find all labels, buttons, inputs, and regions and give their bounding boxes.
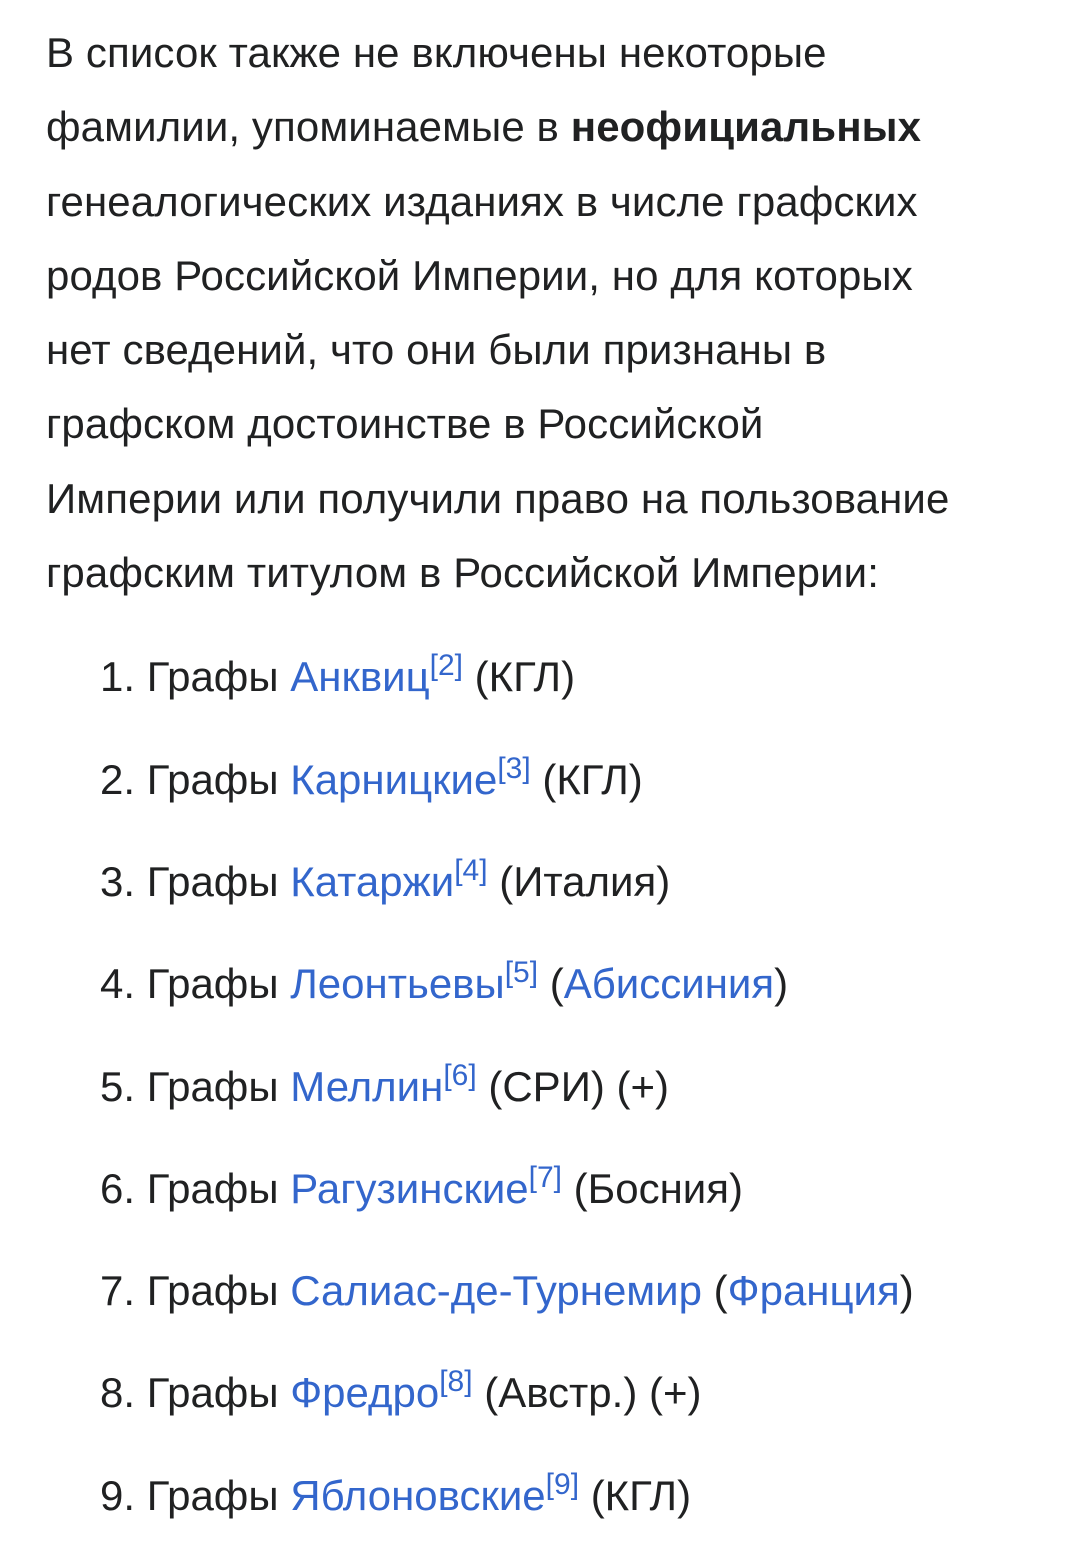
item-prefix: Графы (146, 1471, 279, 1519)
list-item (46, 729, 1046, 831)
item-number: 3. (100, 857, 136, 905)
item-note: (КГЛ) (579, 1471, 692, 1519)
reference-link[interactable]: [9] (545, 1467, 580, 1501)
list-item (46, 1138, 1046, 1240)
list-item (46, 831, 1046, 933)
intro-line: графским титулом в Российской Империи: (46, 549, 880, 597)
intro-line (46, 90, 1046, 164)
reference-link[interactable]: [5] (504, 956, 539, 990)
item-note-close: ) (899, 1267, 914, 1315)
item-prefix: Графы (146, 857, 279, 905)
list-item (46, 1240, 1046, 1342)
intro-line: генеалогических изданиях в числе графских (46, 177, 918, 225)
country-link[interactable]: Абиссиния (563, 960, 775, 1008)
item-prefix: Графы (146, 755, 279, 803)
item-number: 6. (100, 1164, 136, 1212)
intro-line-text: фамилии, упоминаемые в (46, 103, 571, 151)
item-note: ( (538, 960, 564, 1008)
country-link[interactable]: Франция (727, 1267, 900, 1315)
item-note: (Италия) (487, 857, 671, 905)
item-note: (Босния) (562, 1164, 743, 1212)
item-number: 5. (100, 1062, 136, 1110)
list-item (46, 626, 1046, 728)
list-item (46, 933, 1046, 1035)
item-number: 9. (100, 1471, 136, 1519)
intro-line: Империи или получили право на пользование (46, 474, 950, 522)
reference-link[interactable]: [3] (497, 751, 531, 785)
item-number: 8. (100, 1369, 136, 1417)
item-prefix: Графы (146, 1369, 279, 1417)
family-link[interactable]: Анквиц (290, 653, 430, 701)
list-item (46, 1445, 1046, 1547)
family-link[interactable]: Леонтьевы (290, 960, 505, 1008)
family-link[interactable]: Рагузинские (290, 1164, 529, 1212)
reference-link[interactable]: [6] (443, 1058, 477, 1092)
item-note: (Австр.) (+) (472, 1369, 702, 1417)
family-link[interactable]: Меллин (290, 1062, 444, 1110)
item-prefix: Графы (146, 1164, 279, 1212)
item-note: ( (702, 1267, 728, 1315)
intro-paragraph (46, 16, 1046, 610)
reference-link[interactable]: [8] (439, 1365, 473, 1399)
family-link[interactable]: Катаржи (290, 857, 455, 905)
family-link[interactable]: Яблоновские (290, 1471, 546, 1519)
item-prefix: Графы (146, 653, 279, 701)
item-prefix: Графы (146, 1062, 279, 1110)
list-item (46, 1036, 1046, 1138)
family-link[interactable]: Фредро (290, 1369, 440, 1417)
reference-link[interactable]: [2] (429, 649, 464, 683)
item-number: 7. (100, 1267, 136, 1315)
item-note-close: ) (774, 960, 789, 1008)
item-prefix: Графы (146, 1267, 279, 1315)
item-number: 1. (100, 653, 136, 701)
reference-link[interactable]: [4] (454, 853, 488, 887)
reference-link[interactable]: [7] (528, 1160, 562, 1194)
item-note: (КГЛ) (463, 653, 576, 701)
item-note: (СРИ) (+) (476, 1062, 670, 1110)
list-item (46, 1342, 1046, 1444)
bold-term: неофициальных (570, 103, 922, 151)
intro-line: нет сведений, что они были признаны в (46, 326, 827, 374)
item-number: 2. (100, 755, 136, 803)
family-link[interactable]: Карницкие (290, 755, 498, 803)
families-list (46, 626, 1046, 1547)
intro-line: родов Российской Империи, но для которых (46, 251, 913, 299)
intro-line: графском достоинстве в Российской (46, 400, 764, 448)
family-link[interactable]: Салиас-де-Турнемир (290, 1267, 702, 1315)
intro-line: В список также не включены некоторые (46, 29, 827, 76)
item-prefix: Графы (146, 960, 279, 1008)
item-number: 4. (100, 960, 136, 1008)
item-note: (КГЛ) (530, 755, 643, 803)
